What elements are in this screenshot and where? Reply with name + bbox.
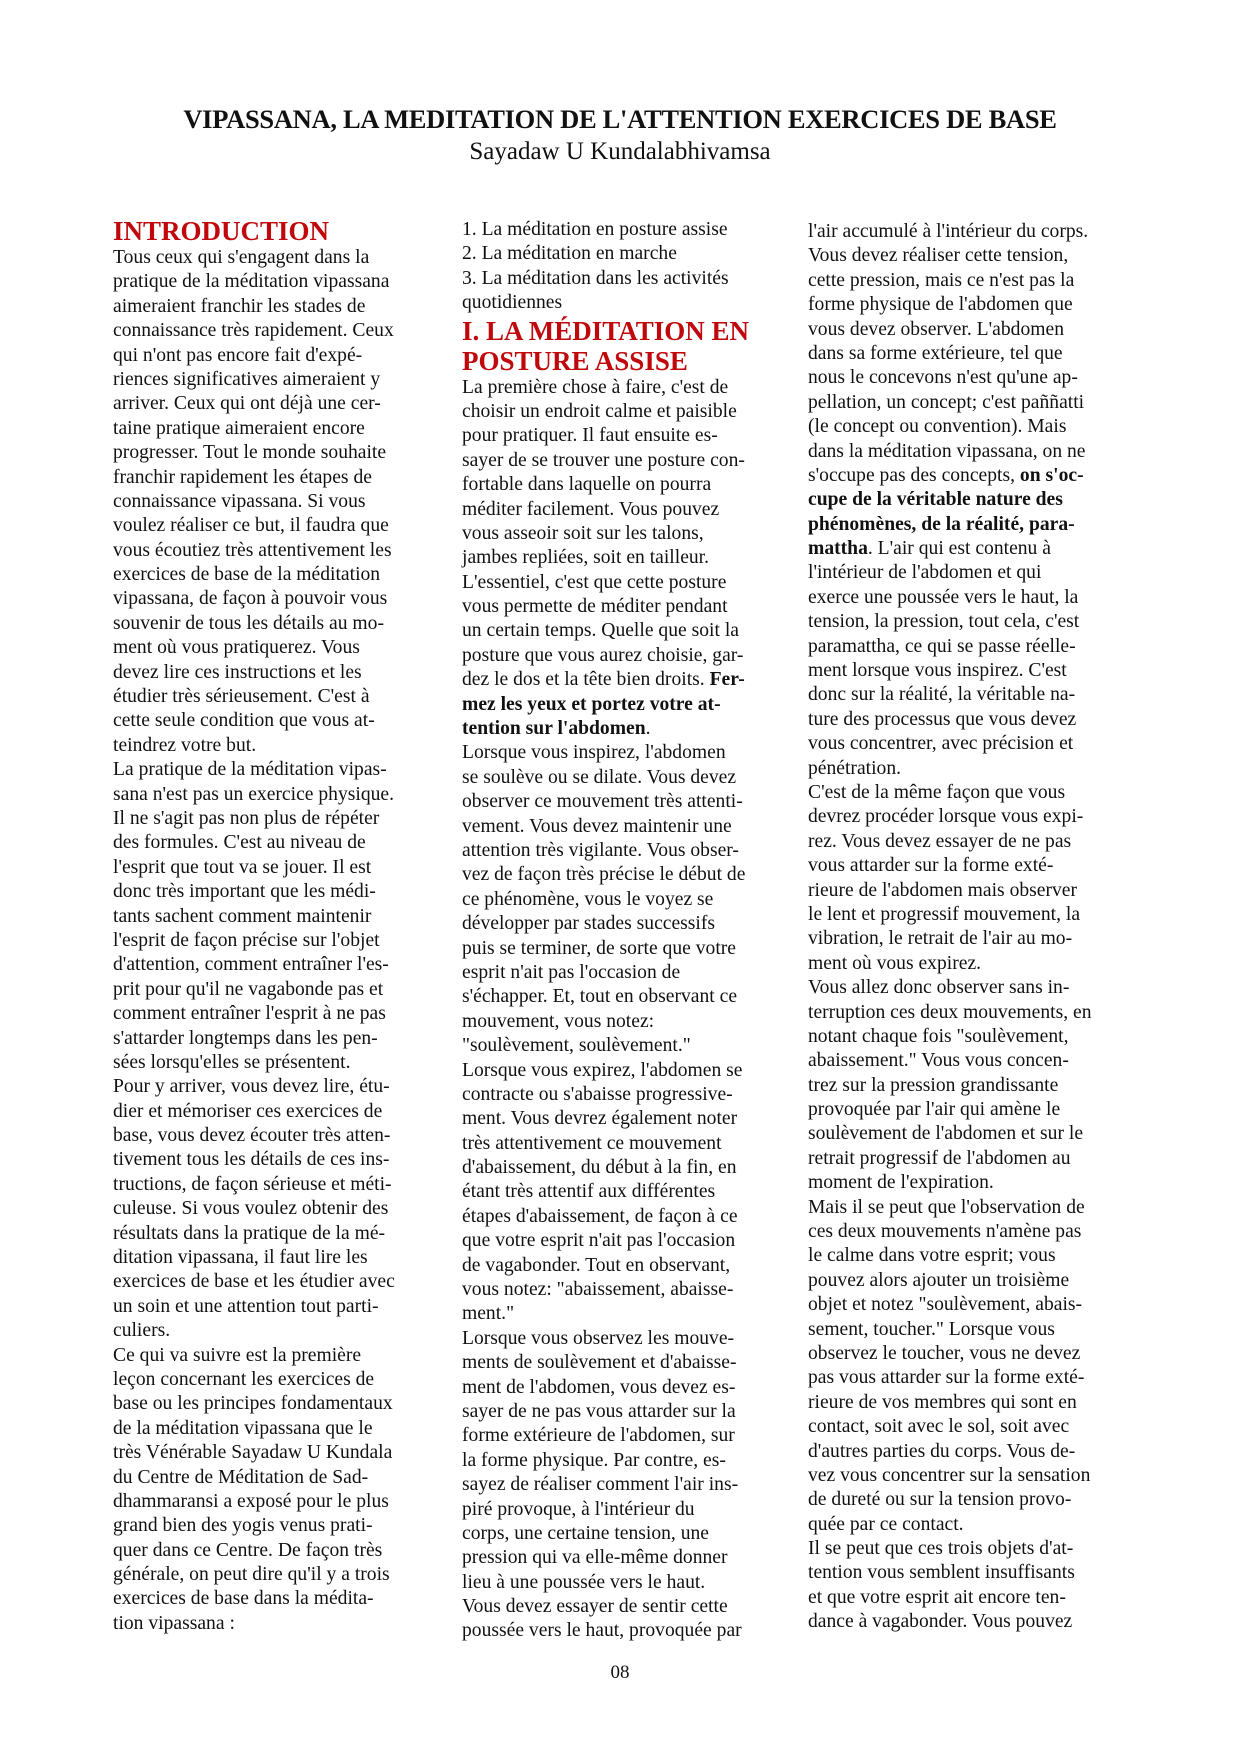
text-line: contact, soit avec le sol, soit avec (808, 1416, 1070, 1438)
text-line: d'abaissement, du début à la fin, en (462, 1157, 737, 1179)
introduction-text (113, 246, 453, 1636)
text-line: moment de l'expiration. (808, 1172, 994, 1194)
text-line: Pour y arriver, vous devez lire, étu- (113, 1076, 390, 1098)
bold-text-fragment: tention sur l'abdomen (462, 718, 646, 740)
text-line: lieu à une poussée vers le haut. (462, 1571, 706, 1593)
text-line: provoquée par l'air qui amène le (808, 1099, 1061, 1121)
text-line: très attentivement ce mouvement (462, 1132, 722, 1154)
text-line: base, vous devez écouter très atten- (113, 1125, 391, 1147)
text-line: fortable dans laquelle on pourra (462, 474, 712, 496)
text-line: Mais il se peut que l'observation de (808, 1196, 1085, 1218)
text-line: grand bien des yogis venus prati- (113, 1515, 373, 1537)
text-line: souvenir de tous les détails au mo- (113, 612, 384, 634)
text-line: ment. Vous devrez également noter (462, 1108, 738, 1130)
text-line: Vous devez réaliser cette tension, (808, 245, 1069, 267)
text-line: quotidiennes (462, 292, 563, 314)
text-line: trez sur la pression grandissante (808, 1074, 1059, 1096)
text-line: cette seule condition que vous at- (113, 710, 375, 732)
text-line: vous notez: "abaissement, abaisse- (462, 1279, 734, 1301)
text-line: forme physique de l'abdomen que (808, 294, 1073, 316)
text-line: vous écoutiez très attentivement les (113, 539, 392, 561)
text-fragment: dez le dos et la tête bien droits. (462, 669, 710, 691)
text-line: sayer de se trouver une posture con- (462, 449, 745, 471)
bold-text-fragment: mattha (808, 538, 868, 560)
text-line: base ou les principes fondamentaux (113, 1393, 393, 1415)
text-line: pression qui va elle-même donner (462, 1547, 728, 1569)
text-line: Lorsque vous inspirez, l'abdomen (462, 742, 726, 764)
text-line: terruption ces deux mouvements, en (808, 1001, 1092, 1023)
text-line: vipassana, de façon à pouvoir vous (113, 588, 388, 610)
text-line: tension, la pression, tout cela, c'est (808, 611, 1080, 633)
column-3-bold-lines (808, 488, 1148, 537)
text-line: tivement tous les détails de ces ins- (113, 1149, 390, 1171)
text-line: jambes repliées, soit en tailleur. (462, 547, 710, 569)
column-3-text-a (808, 220, 1148, 464)
text-line: étapes d'abaissement, de façon à ce (462, 1205, 738, 1227)
text-line: contracte ou s'abaisse progressive- (462, 1083, 733, 1105)
text-line: soulèvement de l'abdomen et sur le (808, 1123, 1084, 1145)
text-line: arriver. Ceux qui ont déjà une cer- (113, 393, 381, 415)
text-line: Vous devez essayer de sentir cette (462, 1596, 728, 1618)
text-line: posture que vous aurez choisie, gar- (462, 644, 744, 666)
bold-text-fragment: on s'oc- (1019, 464, 1084, 486)
text-line (808, 464, 1148, 488)
text-line: cette pression, mais ce n'est pas la (808, 269, 1075, 291)
text-line (462, 717, 802, 741)
text-line: devrez procéder lorsque vous expi- (808, 806, 1084, 828)
text-line: ment où vous pratiquerez. Vous (113, 637, 360, 659)
text-line: Lorsque vous observez les mouve- (462, 1327, 735, 1349)
text-line: tion vipassana : (113, 1612, 235, 1634)
text-line: piré provoque, à l'intérieur du (462, 1498, 695, 1520)
text-line: de vagabonder. Tout en observant, (462, 1254, 731, 1276)
section-heading-line-2: POSTURE ASSISE (462, 345, 688, 376)
text-line: sana n'est pas un exercice physique. (113, 783, 395, 805)
text-line: pas vous attarder sur la forme exté- (808, 1367, 1085, 1389)
text-line: s'attarder longtemps dans les pen- (113, 1027, 378, 1049)
text-line: exercices de base et les étudier avec (113, 1271, 395, 1293)
text-line: L'essentiel, c'est que cette posture (462, 571, 727, 593)
text-line: pénétration. (808, 757, 902, 779)
text-line: donc très important que les médi- (113, 881, 376, 903)
text-line: esprit n'ait pas l'occasion de (462, 961, 681, 983)
text-line: méditer facilement. Vous pouvez (462, 498, 720, 520)
text-line: mouvement, vous notez: (462, 1010, 655, 1032)
text-line: des formules. C'est au niveau de (113, 832, 366, 854)
text-line: vous devez observer. L'abdomen (808, 318, 1064, 340)
text-line: cupe de la véritable nature des (808, 489, 1063, 511)
text-line: un certain temps. Quelle que soit la (462, 620, 739, 642)
text-line: observer ce mouvement très attenti- (462, 791, 743, 813)
text-line: taine pratique aimeraient encore (113, 417, 365, 439)
text-line: paramattha, ce qui se passe réelle- (808, 635, 1076, 657)
text-line: abaissement." Vous vous concen- (808, 1050, 1069, 1072)
text-line: ture des processus que vous devez (808, 708, 1077, 730)
text-line: de la méditation vipassana que le (113, 1417, 373, 1439)
text-line: quer dans ce Centre. De façon très (113, 1539, 383, 1561)
page-number: 08 (610, 1662, 630, 1683)
sitting-meditation-text-a (462, 376, 802, 669)
text-line: (le concept ou convention). Mais (808, 416, 1067, 438)
text-line: sayez de réaliser comment l'air ins- (462, 1474, 739, 1496)
text-line: voulez réaliser ce but, il faudra que (113, 515, 389, 537)
text-line: de dureté ou sur la tension provo- (808, 1489, 1072, 1511)
text-line: Tous ceux qui s'engagent dans la (113, 247, 370, 268)
text-line: vement. Vous devez maintenir une (462, 815, 732, 837)
text-line: ce phénomène, vous le voyez se (462, 888, 714, 910)
text-line: s'échapper. Et, tout en observant ce (462, 986, 738, 1008)
column-2 (462, 218, 802, 1644)
text-line: vous permette de méditer pendant (462, 596, 728, 618)
text-line: poussée vers le haut, provoquée par (462, 1620, 742, 1642)
text-line: ment lorsque vous inspirez. C'est (808, 660, 1067, 682)
text-line: la forme physique. Par contre, es- (462, 1449, 726, 1471)
text-line: C'est de la même façon que vous (808, 781, 1066, 803)
text-line: pratique de la méditation vipassana (113, 271, 390, 293)
text-line: dance à vagabonder. Vous pouvez (808, 1611, 1073, 1633)
text-line: d'autres parties du corps. Vous de- (808, 1440, 1076, 1462)
text-line: choisir un endroit calme et paisible (462, 400, 737, 422)
text-line (462, 668, 802, 692)
text-line: La première chose à faire, c'est de (462, 376, 729, 398)
text-line: tructions, de façon sérieuse et méti- (113, 1173, 392, 1195)
text-line: 1. La méditation en posture assise (462, 219, 728, 240)
bold-text-fragment: Fer- (709, 669, 745, 691)
text-line: nous le concevons n'est qu'une ap- (808, 367, 1078, 389)
text-line: Vous allez donc observer sans in- (808, 977, 1070, 999)
text-line: rieure de vos membres qui sont en (808, 1391, 1077, 1413)
column-3 (808, 220, 1148, 1635)
text-line: ment de l'abdomen, vous devez es- (462, 1376, 736, 1398)
text-line: comment entraîner l'esprit à ne pas (113, 1003, 386, 1025)
text-line: résultats dans la pratique de la mé- (113, 1222, 386, 1244)
text-line: retrait progressif de l'abdomen au (808, 1147, 1071, 1169)
text-line: riences significatives aimeraient y (113, 368, 381, 390)
text-line: générale, on peut dire qu'il y a trois (113, 1564, 390, 1586)
text-line: 3. La méditation dans les activités (462, 267, 729, 289)
column-3-text-b (808, 561, 1148, 1634)
document-title: VIPASSANA, LA MEDITATION DE L'ATTENTION EXERCICES DE BASE (183, 104, 1057, 134)
text-line: dans sa forme extérieure, tel que (808, 342, 1063, 364)
text-line: "soulèvement, soulèvement." (462, 1035, 691, 1057)
document-author: Sayadaw U Kundalabhivamsa (469, 138, 771, 165)
text-line: exercices de base de la méditation (113, 564, 381, 586)
text-line: notant chaque fois "soulèvement, (808, 1025, 1069, 1047)
text-line: rez. Vous devez essayer de ne pas (808, 830, 1072, 852)
exercise-list (462, 218, 802, 316)
text-line: forme extérieure de l'abdomen, sur (462, 1425, 735, 1447)
text-line: Il se peut que ces trois objets d'at- (808, 1538, 1074, 1560)
text-fragment: . (645, 718, 651, 740)
section-heading-line-1: I. LA MÉDITATION EN (462, 315, 750, 346)
text-line: vez vous concentrer sur la sensation (808, 1464, 1091, 1486)
text-line: Il ne s'agit pas non plus de répéter (113, 807, 380, 829)
text-line: l'intérieur de l'abdomen et qui (808, 562, 1042, 584)
text-line: développer par stades successifs (462, 913, 715, 935)
text-line: tention vous semblent insuffisants (808, 1562, 1075, 1584)
text-line: tants sachent comment maintenir (113, 905, 372, 927)
text-line: très Vénérable Sayadaw U Kundala (113, 1442, 393, 1464)
text-line: corps, une certaine tension, une (462, 1522, 710, 1544)
text-line: ment où vous expirez. (808, 952, 982, 974)
text-line: aimeraient franchir les stades de (113, 295, 366, 317)
text-line: progresser. Tout le monde souhaite (113, 442, 387, 464)
text-line: sement, toucher." Lorsque vous (808, 1318, 1055, 1340)
text-line: le lent et progressif mouvement, la (808, 903, 1081, 925)
text-line: franchir rapidement les étapes de (113, 466, 372, 488)
text-line: 2. La méditation en marche (462, 243, 677, 265)
text-line: puis se terminer, de sorte que votre (462, 937, 736, 959)
text-line: pour pratiquer. Il faut ensuite es- (462, 425, 718, 447)
sitting-meditation-text-b (462, 741, 802, 1643)
text-line: culeuse. Si vous voulez obtenir des (113, 1198, 389, 1220)
text-line: Lorsque vous expirez, l'abdomen se (462, 1059, 743, 1081)
text-line: devez lire ces instructions et les (113, 661, 362, 683)
text-line: exercices de base dans la médita- (113, 1588, 374, 1610)
text-line: sayer de ne pas vous attarder sur la (462, 1400, 736, 1422)
text-line: et que votre esprit ait encore ten- (808, 1586, 1066, 1608)
text-line: quée par ce contact. (808, 1513, 964, 1535)
text-line: un soin et une attention tout parti- (113, 1295, 379, 1317)
text-fragment: . L'air qui est contenu à (867, 538, 1051, 560)
text-line: l'esprit de façon précise sur l'objet (113, 929, 380, 951)
text-line: dans la méditation vipassana, on ne (808, 440, 1086, 462)
text-line (808, 537, 1148, 561)
text-line: vibration, le retrait de l'air au mo- (808, 928, 1073, 950)
text-line: le calme dans votre esprit; vous (808, 1245, 1056, 1267)
text-line: culiers. (113, 1320, 171, 1342)
text-line: dier et mémoriser ces exercices de (113, 1100, 383, 1122)
bold-text-line: mez les yeux et portez votre at- (462, 693, 721, 715)
text-line: connaissance très rapidement. Ceux (113, 320, 394, 342)
text-line: attention très vigilante. Vous obser- (462, 839, 739, 861)
section-heading-introduction: INTRODUCTION (113, 216, 330, 246)
text-line: étudier très sérieusement. C'est à (113, 686, 370, 708)
text-line: du Centre de Méditation de Sad- (113, 1466, 369, 1488)
text-line: ces deux mouvements n'amène pas (808, 1221, 1082, 1243)
text-line: exerce une poussée vers le haut, la (808, 586, 1079, 608)
text-line: ditation vipassana, il faut lire les (113, 1247, 368, 1269)
text-line: donc sur la réalité, la véritable na- (808, 684, 1076, 706)
text-line: ments de soulèvement et d'abaisse- (462, 1352, 737, 1374)
text-line: Ce qui va suivre est la première (113, 1344, 362, 1366)
text-line: vous asseoir soit sur les talons, (462, 522, 704, 544)
text-line: se soulève ou se dilate. Vous devez (462, 766, 737, 788)
text-line: d'attention, comment entraîner l'es- (113, 954, 389, 976)
text-line: observez le toucher, vous ne devez (808, 1342, 1081, 1364)
text-line: teindrez votre but. (113, 734, 257, 756)
text-line: vez de façon très précise le début de (462, 864, 746, 886)
text-line: dhammaransi a exposé pour le plus (113, 1490, 389, 1512)
text-line: l'esprit que tout va se jouer. Il est (113, 856, 372, 878)
text-line: sées lorsqu'elles se présentent. (113, 1051, 351, 1073)
text-line: La pratique de la méditation vipas- (113, 759, 387, 781)
text-line: connaissance vipassana. Si vous (113, 490, 366, 512)
text-line: pellation, un concept; c'est paññatti (808, 391, 1085, 413)
text-line: l'air accumulé à l'intérieur du corps. (808, 221, 1089, 242)
text-line: étant très attentif aux différentes (462, 1181, 716, 1203)
text-fragment: s'occupe pas des concepts, (808, 464, 1020, 486)
text-line: leçon concernant les exercices de (113, 1368, 375, 1390)
text-line: phénomènes, de la réalité, para- (808, 513, 1075, 535)
text-line: ment." (462, 1303, 515, 1325)
text-line: que votre esprit n'ait pas l'occasion (462, 1230, 736, 1252)
text-line: vous concentrer, avec précision et (808, 733, 1074, 755)
text-line: prit pour qu'il ne vagabonde pas et (113, 978, 384, 1000)
text-line: rieure de l'abdomen mais observer (808, 879, 1078, 901)
column-1 (113, 216, 453, 1636)
text-line: qui n'ont pas encore fait d'expé- (113, 344, 363, 366)
text-line: objet et notez "soulèvement, abais- (808, 1294, 1083, 1316)
text-line: vous attarder sur la forme exté- (808, 855, 1054, 877)
text-line: pouvez alors ajouter un troisième (808, 1269, 1070, 1291)
